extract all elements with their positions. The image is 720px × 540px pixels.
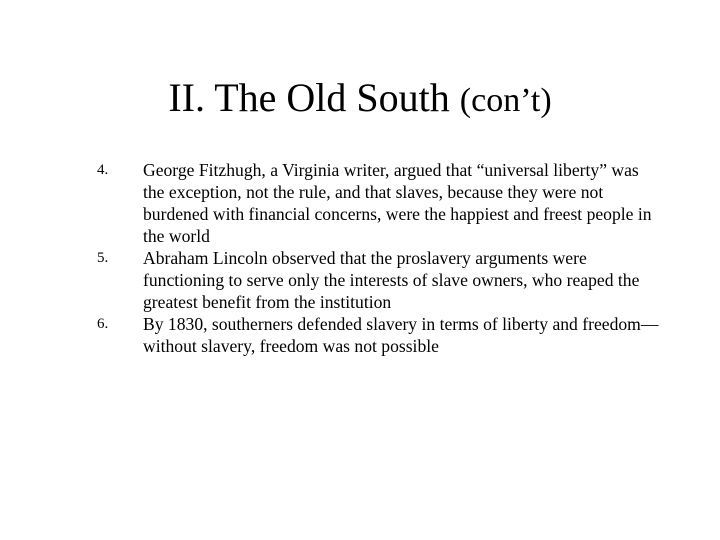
list-item [0,159,663,247]
list-item-number: 4. [97,162,109,178]
list-item [0,313,663,357]
list-item-number: 5. [97,250,109,266]
slide-title-sub: (con’t) [459,82,552,119]
slide-title-main: II. The Old South [168,75,450,120]
list-item [0,247,663,313]
list-item-number: 6. [97,316,109,332]
list-item-text: By 1830, southerners defended slavery in terms of liberty and freedom—without slavery, freedom was not possible [143,314,659,356]
slide-title [0,70,720,129]
list-item-text: Abraham Lincoln observed that the proslavery arguments were functioning to serve only the interests of slave owners, who reaped the greatest benefit from the institution [143,248,640,312]
list-item-text: George Fitzhugh, a Virginia writer, argued that “universal liberty” was the exception, not the rule, and that slaves, because they were not burdened with financial concerns, were the happiest and freest people in the world [143,160,652,246]
numbered-list [0,159,720,357]
